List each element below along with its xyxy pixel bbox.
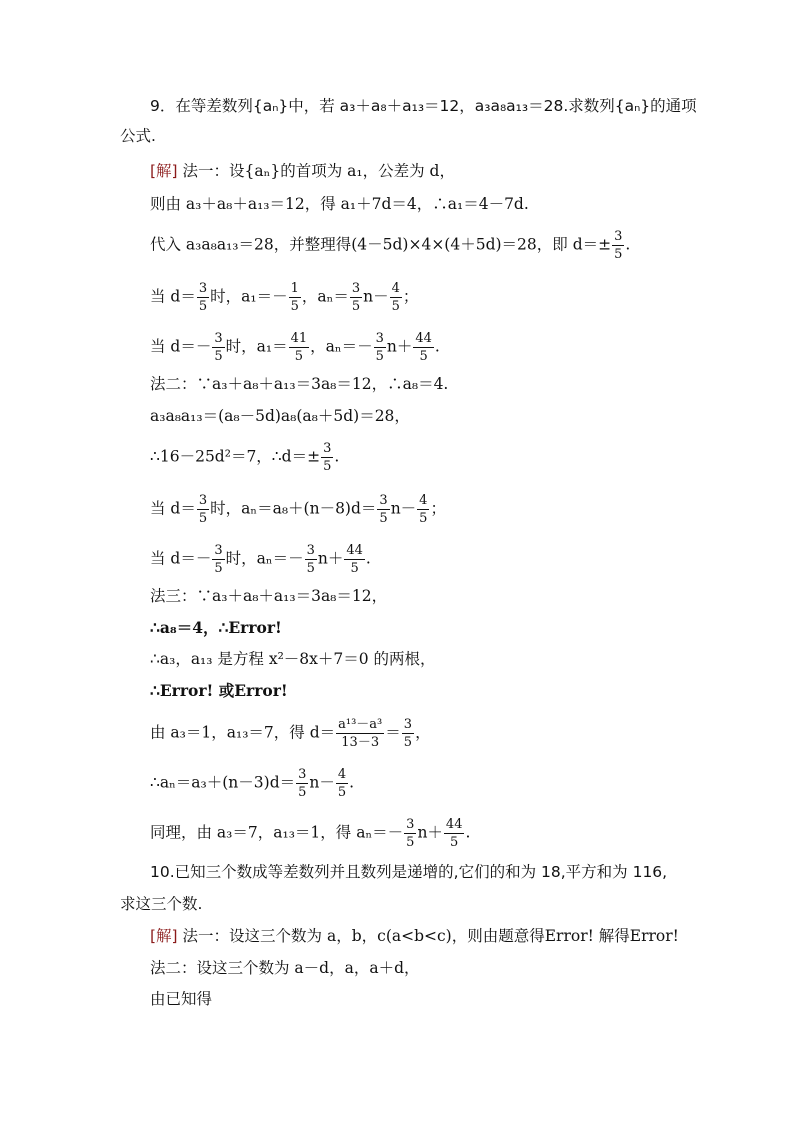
problem9-method3-line7: 同理，由 a₃＝7，a₁₃＝1，得 aₙ＝－ $\frac{3}{5}$ n＋ $\frac{44}{5}$ .	[150, 817, 471, 850]
problem9-method3-line5: 由 a₃＝1，a₁₃＝7，得 d＝ $\frac{\text{a¹³－a³}}{13-3}$ ＝ $\frac{3}{5}$ ，	[150, 717, 431, 750]
problem9-question-line2: 公式.	[120, 127, 156, 145]
problem9-method1-intro	[150, 161, 455, 181]
fraction: $\frac{4}{5}$	[391, 281, 400, 314]
fraction: $\frac{3}{5}$	[406, 817, 415, 850]
fraction: $\frac{4}{5}$	[419, 493, 428, 526]
fraction: $\frac{3}{5}$	[214, 543, 223, 576]
fraction: $\frac{4}{5}$	[337, 767, 347, 800]
problem9-method3-line3: ∴a₃，a₁₃ 是方程 x²－8x＋7＝0 的两根，	[150, 650, 436, 668]
fraction: $\frac{3}{5}$	[379, 493, 388, 526]
fraction: $\frac{3}{5}$	[198, 281, 208, 314]
fraction: $\frac{3}{5}$	[198, 493, 208, 526]
problem9-method3-line4: ∴Error! 或Error!	[150, 681, 288, 700]
fraction: $\frac{44}{5}$	[346, 543, 363, 576]
problem9-method3-line2: ∴a₈＝4，∴Error!	[150, 618, 282, 637]
problem9-method2-line4: 当 d＝ $\frac{3}{5}$ 时，aₙ＝a₈＋(n－8)d＝ $\frac{3}{5}$ n－ $\frac{4}{5}$ ；	[150, 493, 446, 526]
fraction: $\frac{\text{a¹³－a³}}{13-3}$	[338, 717, 383, 750]
problem10-question-line2: 求这三个数.	[120, 895, 203, 913]
fraction: $\frac{3}{5}$	[403, 717, 413, 750]
problem9-method3-line1: 法三：∵a₃＋a₈＋a₁₃＝3a₈＝12，	[150, 587, 388, 605]
fraction: $\frac{3}{5}$	[298, 767, 307, 800]
problem9-method1-line5: 当 d＝－ $\frac{3}{5}$ 时，a₁＝ $\frac{41}{5}$ ，aₙ＝－ $\frac{3}{5}$ n＋ $\frac{44}{5}$ .	[150, 331, 440, 364]
fraction: $\frac{3}{5}$	[306, 543, 315, 576]
problem9-method2-line5: 当 d＝－ $\frac{3}{5}$ 时，aₙ＝－ $\frac{3}{5}$ n＋ $\frac{44}{5}$ .	[150, 543, 371, 576]
problem9-question-line1: 9．在等差数列{aₙ}中，若 a₃＋a₈＋a₁₃＝12，a₃a₈a₁₃＝28.求数列{aₙ}的通项	[150, 97, 697, 115]
problem9-method2-line2: a₃a₈a₁₃＝(a₈－5d)a₈(a₈＋5d)＝28，	[150, 407, 410, 425]
fraction: $\frac{3}{5}$	[614, 229, 623, 262]
text: 法一：设{aₙ}的首项为 a₁，公差为 d，	[182, 162, 455, 180]
problem10-method3: 由已知得	[150, 990, 213, 1008]
problem10-method2: 法二：设这三个数为 a－d，a，a＋d，	[150, 959, 420, 977]
problem9-method1-line4: 当 d＝ $\frac{3}{5}$ 时，a₁＝－ $\frac{1}{5}$ ，aₙ＝ $\frac{3}{5}$ n－ $\frac{4}{5}$ ；	[150, 281, 419, 314]
fraction: $\frac{3}{5}$	[323, 441, 332, 474]
problem9-method2-line1: 法二：∵a₃＋a₈＋a₁₃＝3a₈＝12，∴a₈＝4.	[150, 375, 449, 393]
problem10-method1	[150, 926, 679, 946]
problem9-method2-line3: ∴16－25d²＝7，∴d＝± $\frac{3}{5}$ .	[150, 441, 340, 474]
problem9-method1-line3: 代入 a₃a₈a₁₃＝28，并整理得(4－5d)×4×(4＋5d)＝28，即 d＝± $\frac{3}{5}$ .	[150, 229, 631, 262]
fraction: $\frac{41}{5}$	[290, 331, 308, 364]
fraction: $\frac{44}{5}$	[415, 331, 432, 364]
problem10-question-line1: 10.已知三个数成等差数列并且数列是递增的,它们的和为 18,平方和为 116,	[150, 863, 668, 881]
fraction: $\frac{3}{5}$	[214, 331, 223, 364]
fraction: $\frac{1}{5}$	[290, 281, 299, 314]
solution-tag: [解]	[150, 927, 178, 945]
text: 代入 a₃a₈a₁₃＝28，并整理得(4－5d)×4×(4＋5d)＝28，即 d＝±	[150, 235, 612, 254]
problem9-method3-line6: ∴aₙ＝a₃＋(n－3)d＝ $\frac{3}{5}$ n－ $\frac{4}{5}$ .	[150, 767, 355, 800]
fraction: $\frac{44}{5}$	[445, 817, 463, 850]
problem9-method1-line2: 则由 a₃＋a₈＋a₁₃＝12，得 a₁＋7d＝4，∴a₁＝4－7d.	[150, 195, 529, 213]
fraction: $\frac{3}{5}$	[351, 281, 361, 314]
fraction: $\frac{3}{5}$	[375, 331, 384, 364]
text: 法一：设这三个数为 a，b，c(a<b<c)，则由题意得Error! 解得Error!	[182, 927, 679, 945]
solution-tag: [解]	[150, 162, 178, 180]
